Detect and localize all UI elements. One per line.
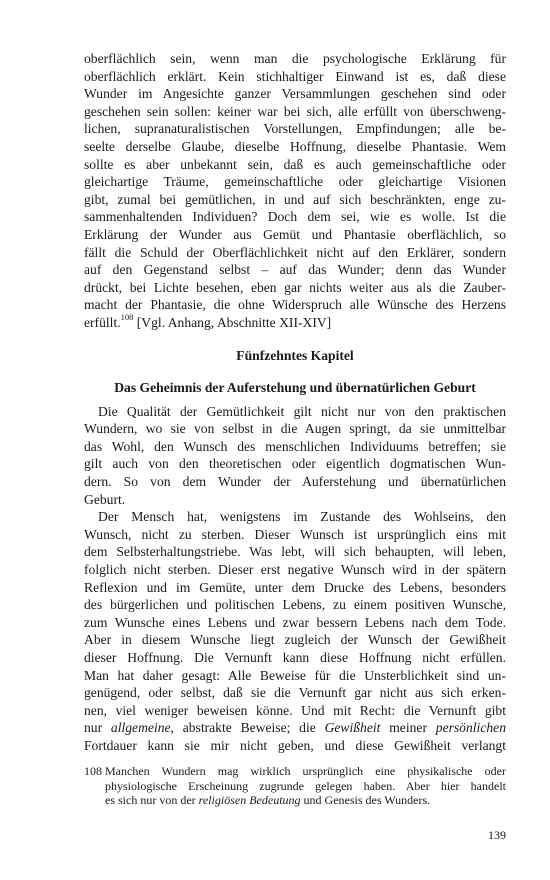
text-line: Wunder im Angesichte ganzer Versammlungen geschehen sind oder — [84, 86, 506, 102]
text-line: Erklärung der Wunder aus Gemüt und Phantasie oberflächlich, so — [84, 226, 506, 242]
text-line: drückt, bei Lichte besehen, eben gar nichts weiter aus als die Zauber- — [84, 279, 506, 295]
text-line: seelte derselbe Glaube, dieselbe Hoffnung, dieselbe Phantasie. Wem — [84, 138, 506, 154]
text-line: Wundern, wo sie von selbst in die Augen springt, da sie unmittelbar — [84, 421, 506, 437]
text-fragment: [Vgl. Anhang, Abschnitte XII-XIV] — [133, 314, 332, 330]
text-line: fällt die Schuld der Oberflächlichkeit nicht auf den Erklärer, sondern — [84, 244, 506, 260]
text-line — [84, 314, 506, 332]
text-line: Der Mensch hat, wenigstens im Zustande des Wohlseins, den — [98, 509, 506, 525]
text-line: Wunsch, nicht zu sterben. Dieser Wunsch ist ursprünglich eins mit — [84, 526, 506, 542]
paragraph — [84, 508, 506, 754]
text-fragment: es sich nur von der — [105, 793, 199, 808]
emphasis: allgemeine — [110, 720, 171, 736]
section-title: Das Geheimnis der Auferstehung und übernatürlichen Geburt — [114, 380, 476, 396]
page-number: 139 — [488, 828, 506, 842]
text-line: Die Qualität der Gemütlichkeit gilt nicht nur von den praktischen — [98, 403, 506, 419]
text-line: sammenhaltenden Individuen? Doch dem sei, wie es wolle. Ist die — [84, 209, 506, 225]
text-line: dem Selbsterhaltungstriebe. Was lebt, will sich behaupten, will leben, — [84, 544, 506, 560]
text-line: dern. So von dem Wunder der Auferstehung und übernatürlichen — [84, 474, 506, 490]
text-fragment: meiner — [380, 720, 436, 736]
text-line: oberflächlich sein, wenn man die psychologische Erklärung für — [84, 51, 506, 66]
emphasis: persönlichen — [435, 720, 506, 736]
footnote — [84, 764, 506, 808]
text-fragment: nur — [84, 720, 111, 736]
text-line: nen, viel weniger beweisen könne. Und mit Recht: die Vernunft gibt — [84, 702, 506, 718]
text-line: geschehen sein sollen: keiner war bei sich, alle erfüllt von überschweng- — [84, 103, 506, 119]
paragraph — [84, 403, 506, 509]
text-line: folglich nicht sterben. Dieser erst negative Wunsch wird in der spätern — [84, 562, 506, 578]
text-line: gilt auch von den theoretischen oder eigentlich dogmatischen Wun- — [84, 456, 506, 472]
text-line: auf den Gegenstand selbst – auf das Wunder; denn das Wunder — [84, 262, 506, 278]
footnote-line — [84, 764, 506, 779]
text-line: genügend, oder selbst, daß sie die Vernunft gar nicht aus sich erken- — [84, 685, 506, 701]
text-line: gibt, zumal bei gemütlichen, in und auf sich beschränkten, enge zu- — [84, 191, 506, 207]
main-text — [84, 50, 506, 755]
text-line: gleichartige Träume, gemeinschaftliche oder gleichartige Visionen — [84, 174, 506, 190]
text-line: zum Wunsche eines Lebens und zwar bessern Lebens nach dem Tode. — [84, 614, 506, 630]
chapter-title: Fünfzehntes Kapitel — [236, 347, 354, 363]
emphasis: religiösen Bedeutung — [198, 793, 301, 808]
text-line: Geburt. — [84, 491, 126, 507]
footnote-line: physiologische Erscheinung zugrunde gelegen haben. Aber hier handelt — [105, 778, 506, 793]
footnote-number: 108 — [84, 764, 102, 778]
text-line: des bürgerlichen und politischen Lebens, zu einem positiven Wunsche, — [84, 597, 506, 613]
footnote-reference[interactable]: 108 — [120, 313, 134, 323]
text-line: Reflexion und im Gemüte, unter dem Drucke des Lebens, besonders — [84, 579, 506, 595]
paragraph-continued — [84, 50, 506, 332]
text-line: oberflächlich erklärt. Kein stichhaltiger Einwand ist es, daß diese — [84, 68, 506, 84]
text-line: das Wohl, den Wunsch des menschlichen Individuums betreffen; sie — [84, 438, 506, 454]
text-line: lichen, supranaturalistischen Vorstellungen, Empfindungen; alle be- — [84, 121, 506, 137]
text-line: Fortdauer kann sie mir nicht geben, und diese Gewißheit verlangt — [84, 737, 506, 753]
text-fragment: und Genesis des Wunders. — [300, 793, 431, 808]
text-line: Aber in diesem Wunsche liegt zugleich der Wunsch der Gewißheit — [84, 632, 506, 648]
text-fragment: , abstrakte Beweise; die — [170, 720, 325, 736]
text-line — [84, 719, 506, 737]
text-line: dieser Hoffnung. Die Vernunft kann diese Hoffnung nicht erfüllen. — [84, 650, 506, 665]
text-fragment: Manchen Wundern mag wirklich ursprünglich eine physikalische oder — [105, 764, 506, 778]
text-line: sollte es aber unbekannt sein, daß es auch gemeinschaftliche oder — [84, 156, 506, 172]
emphasis: Gewißheit — [324, 720, 381, 736]
footnote-line — [84, 793, 506, 808]
text-fragment: erfüllt. — [84, 314, 121, 330]
text-line: Man hat daher gesagt: Alle Beweise für die Unsterblichkeit sind un- — [84, 667, 506, 683]
text-line: macht der Phantasie, die ohne Widerspruch alle Wünsche des Herzens — [84, 297, 506, 313]
